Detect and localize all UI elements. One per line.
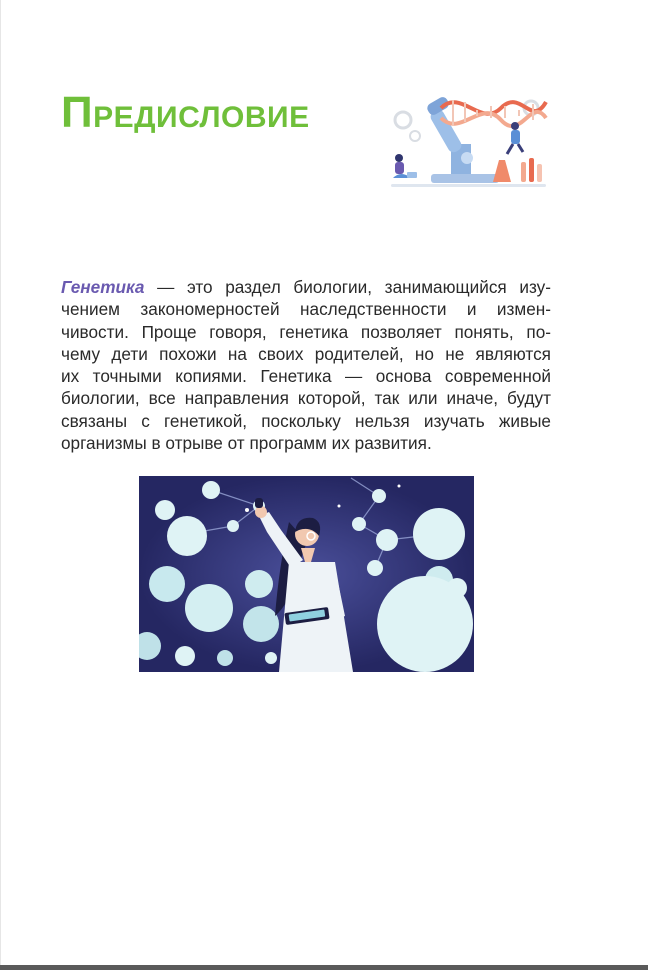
microscope-icon <box>431 174 499 183</box>
bottom-strip <box>0 965 648 970</box>
paragraph-line: их точными копиями. Генетика — основа современной <box>61 366 551 387</box>
title-first-letter: П <box>61 88 94 137</box>
molecule-icon <box>167 516 207 556</box>
scientist-with-tablet-illustration <box>139 476 474 672</box>
title-rest: РЕДИСЛОВИЕ <box>93 101 310 134</box>
page-title <box>61 88 310 138</box>
paragraph-line: организмы в отрыве от программ их развития. <box>61 433 432 454</box>
paragraph-line: — это раздел биологии, занимающийся изу- <box>144 277 551 297</box>
intro-paragraph <box>61 276 551 454</box>
test-tube-icon <box>521 162 526 182</box>
paragraph-line: чением закономерностей наследственности и измен- <box>61 299 551 320</box>
test-tube-icon <box>537 164 542 182</box>
paragraph-line: чему дети похожи на своих родителей, но не являются <box>61 343 551 364</box>
molecule-icon <box>413 508 465 560</box>
paragraph-line: чивости. Проще говоря, генетика позволяет понять, по- <box>61 321 551 342</box>
laptop-icon <box>407 172 417 178</box>
paragraph-line: связаны с генетикой, поскольку нельзя изучать живые <box>61 410 551 431</box>
dna-microscope-illustration <box>381 88 553 194</box>
paragraph-line: биологии, все направления которой, так или иначе, будут <box>61 388 551 409</box>
key-term: Генетика <box>61 277 145 297</box>
test-tube-icon <box>529 158 534 182</box>
